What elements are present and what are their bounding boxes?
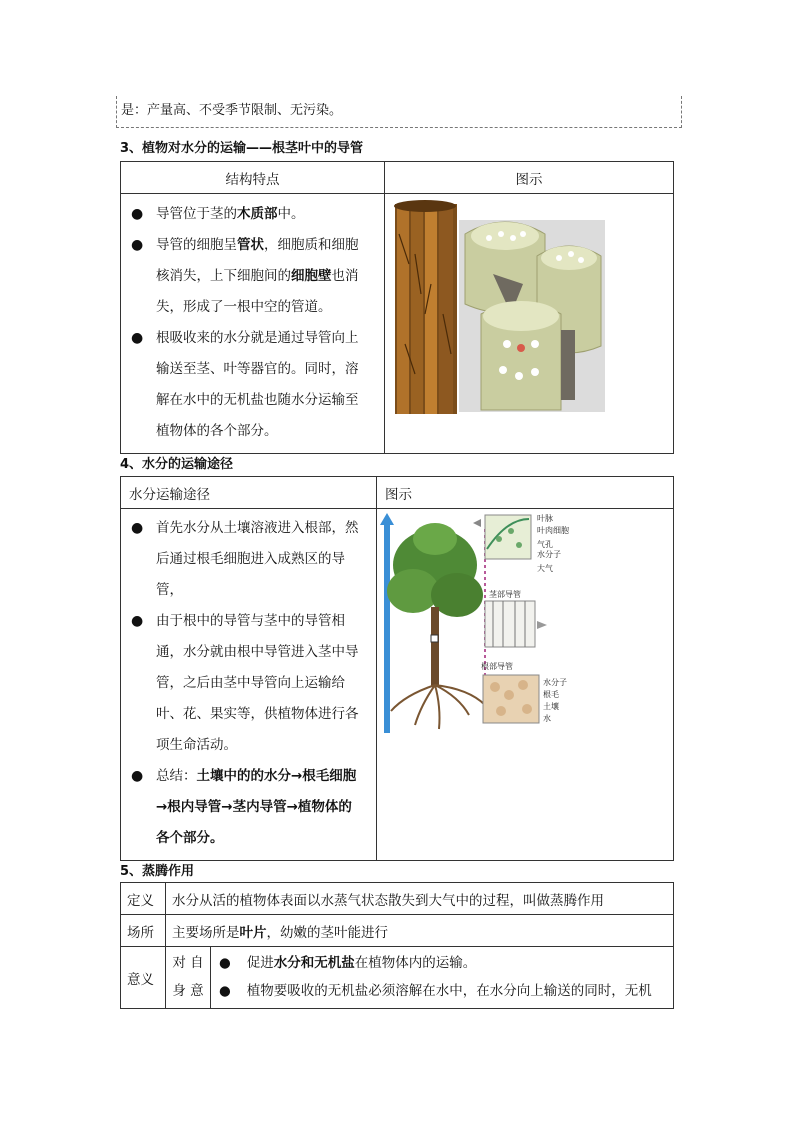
label-water-molecule-top: 水分子 xyxy=(537,550,561,559)
section4-col1-header: 水分运输途径 xyxy=(121,477,377,509)
label-soil: 土壤 xyxy=(543,702,559,711)
water-transport-illustration xyxy=(377,509,673,749)
bullet-icon: ● xyxy=(131,520,144,536)
top-text-line: 是：产量高、不受季节限制、无污染。 xyxy=(116,96,682,128)
section3-col1-header: 结构特点 xyxy=(121,162,385,194)
place-label: 场所 xyxy=(121,915,166,947)
vessel-cells-image xyxy=(459,220,605,412)
meaning-sublabel: 对 自 身 意 xyxy=(166,947,211,1009)
stem-vessel-image xyxy=(485,589,547,647)
bullet-icon: ● xyxy=(131,206,144,222)
section3-table xyxy=(120,161,674,454)
list-item: ● 首先水分从土壤溶液进入根部，然后通过根毛细胞进入成熟区的导管， xyxy=(131,513,362,606)
label-water: 水 xyxy=(543,714,551,723)
section4-col2-header: 图示 xyxy=(377,477,674,509)
section3-col2-header: 图示 xyxy=(385,162,674,194)
meaning-items xyxy=(211,947,674,1009)
upward-arrow-icon xyxy=(380,513,394,733)
tree-image xyxy=(387,523,485,729)
list-item: ● 导管的细胞呈管状，细胞质和细胞核消失，上下细胞间的细胞壁也消失，形成了一根中空的管道。 xyxy=(131,230,370,323)
section4-title: 4、水分的运输途径 xyxy=(120,457,234,472)
label-leaf-vein: 叶脉 xyxy=(537,514,553,523)
list-item: ● 促进水分和无机盐在植物体内的运输。 xyxy=(219,955,477,971)
place-text: 主要场所是叶片，幼嫩的茎叶能进行 xyxy=(166,915,674,947)
section5-title: 5、蒸腾作用 xyxy=(120,864,195,879)
list-item: ● 根吸收来的水分就是通过导管向上输送至茎、叶等器官的。同时，溶解在水中的无机盐也随水分运输至植物体的各个部分。 xyxy=(131,323,370,447)
section5-table xyxy=(120,882,674,1009)
label-stem-vessel: 茎部导管 xyxy=(489,590,521,599)
bullet-icon: ● xyxy=(131,330,144,346)
section4-figure-cell xyxy=(377,509,674,861)
list-item: ● 导管位于茎的木质部中。 xyxy=(131,199,370,230)
label-atmosphere: 大气 xyxy=(537,564,553,573)
leaf-section-image xyxy=(473,513,569,573)
label-root-hair: 根毛 xyxy=(543,690,559,699)
label-stoma: 气孔 xyxy=(537,540,553,549)
vessel-illustration xyxy=(385,194,673,434)
section3-figure-cell xyxy=(385,194,674,454)
vessel-bundle-image xyxy=(394,200,457,414)
meaning-label: 意义 xyxy=(121,947,166,1009)
list-item: ● 由于根中的导管与茎中的导管相通，水分就由根中导管进入茎中导管，之后由茎中导管向上运输给叶、花、果实等，供植物体进行各项生命活动。 xyxy=(131,606,362,761)
label-root-vessel: 根部导管 xyxy=(481,662,513,671)
bullet-icon: ● xyxy=(131,768,144,784)
section4-path-cell xyxy=(121,509,377,861)
list-item: ● 总结：土壤中的的水分→根毛细胞→根内导管→茎内导管→植物体的各个部分。 xyxy=(131,761,362,854)
section3-features-cell xyxy=(121,194,385,454)
root-vessel-image xyxy=(481,661,567,723)
bullet-icon: ● xyxy=(131,237,144,253)
bullet-icon: ● xyxy=(131,613,144,629)
label-mesophyll: 叶肉细胞 xyxy=(537,526,569,535)
list-item: ● 植物要吸收的无机盐必须溶解在水中，在水分向上输送的同时，无机 xyxy=(219,983,652,999)
section3-title: 3、植物对水分的运输——根茎叶中的导管 xyxy=(120,141,364,156)
label-water-molecule-root: 水分子 xyxy=(543,678,567,687)
section4-table xyxy=(120,476,674,861)
definition-text: 水分从活的植物体表面以水蒸气状态散失到大气中的过程，叫做蒸腾作用 xyxy=(166,883,674,915)
definition-label: 定义 xyxy=(121,883,166,915)
